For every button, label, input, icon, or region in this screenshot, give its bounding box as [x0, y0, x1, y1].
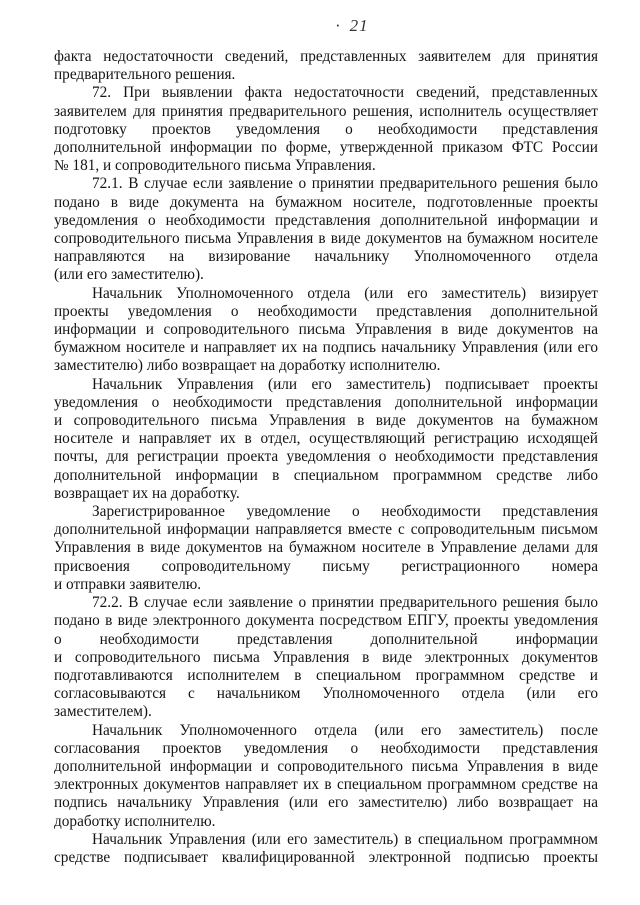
text-line: и сопроводительного письма Управления в виде документов на бумажном — [54, 412, 598, 430]
text-line: подготовку проектов уведомления о необходимости представления — [54, 120, 598, 138]
text-line: бумажном носителе и направляет их на подпись начальнику Управления (или его — [54, 339, 598, 357]
text-line: и сопроводительного письма Управления в виде электронных документов — [54, 648, 598, 666]
page-number — [335, 16, 369, 36]
paragraph — [54, 84, 598, 175]
text-line: сопроводительного письма Управления в виде документов на бумажном носителе — [54, 230, 598, 248]
text-line: дополнительной информации в специальном программном средстве либо — [54, 466, 598, 484]
text-line: подано в виде электронного документа посредством ЕПГУ, проекты уведомления — [54, 612, 598, 630]
text-line: предварительного решения. — [54, 66, 236, 84]
text-line: средстве подписывает квалифицированной электронной подписью проекты — [54, 848, 598, 866]
text-line: подано в виде документа на бумажном носителе, подготовленные проекты — [54, 193, 598, 211]
paragraph — [54, 722, 598, 831]
text-line: проекты уведомления о необходимости представления дополнительной — [54, 302, 598, 320]
paragraph — [54, 175, 598, 284]
text-line: заявителем для принятия предварительного решения, исполнитель осуществляет — [54, 102, 598, 120]
text-line: подпись начальнику Управления (или его заместителю) либо возвращает на — [54, 794, 598, 812]
text-line: заместителю) либо возвращает на доработку исполнителю. — [54, 357, 441, 375]
text-line: Начальник Уполномоченного отдела (или его заместитель) после — [92, 721, 598, 739]
page-number-dot: · — [335, 16, 342, 35]
text-line: Зарегистрированное уведомление о необходимости представления — [92, 503, 598, 521]
paragraph — [54, 594, 598, 721]
text-line: подготавливаются исполнителем в специальном программном средстве и — [54, 666, 598, 684]
text-line: Начальник Управления (или его заместитель) подписывает проекты — [92, 375, 598, 393]
text-line: носителе и направляет их в отдел, осуществляющий регистрацию исходящей — [54, 430, 598, 448]
paragraph — [54, 831, 598, 867]
text-line: Начальник Управления (или его заместитель) в специальном программном — [92, 830, 598, 848]
text-line: 72.1. В случае если заявление о принятии предварительного решения было — [92, 175, 598, 193]
text-line: дополнительной информации по форме, утвержденной приказом ФТС России — [54, 139, 598, 157]
text-line: Начальник Уполномоченного отдела (или его заместитель) визирует — [92, 284, 598, 302]
text-line: возвращает их на доработку. — [54, 484, 240, 502]
text-line: дополнительной информации и сопроводительного письма Управления в виде — [54, 757, 598, 775]
text-line: заместителем). — [54, 703, 152, 721]
text-line: № 181, и сопроводительного письма Управления. — [54, 157, 376, 175]
text-line: дополнительной информации направляется вместе с сопроводительным письмом — [54, 521, 598, 539]
text-line: присвоения сопроводительному письму регистрационного номера — [54, 557, 598, 575]
text-line: 72.2. В случае если заявление о принятии предварительного решения было — [92, 594, 598, 612]
page-number-value: 21 — [349, 16, 369, 35]
paragraph — [54, 48, 598, 84]
text-line: информации и сопроводительного письма Управления в виде документов на — [54, 321, 598, 339]
paragraph — [54, 376, 598, 503]
text-line: электронных документов направляет их в специальном программном средстве на — [54, 776, 598, 794]
document-body — [54, 48, 598, 867]
text-line: доработку исполнителю. — [54, 812, 216, 830]
text-line: согласовываются с начальником Уполномоченного отдела (или его — [54, 685, 598, 703]
paragraph — [54, 503, 598, 594]
text-line: почты, для регистрации проекта уведомления о необходимости представления — [54, 448, 598, 466]
text-line: 72. При выявлении факта недостаточности сведений, представленных — [92, 84, 598, 102]
text-line: уведомления о необходимости представления дополнительной информации и — [54, 211, 598, 229]
text-line: факта недостаточности сведений, представленных заявителем для принятия — [54, 48, 598, 65]
text-line: (или его заместителю). — [54, 266, 204, 284]
text-line: и отправки заявителю. — [54, 575, 202, 593]
paragraph — [54, 285, 598, 376]
text-line: о необходимости представления дополнительной информации — [54, 630, 598, 648]
text-line: Управления в виде документов на бумажном носителе в Управление делами для — [54, 539, 598, 557]
text-line: уведомления о необходимости представления дополнительной информации — [54, 393, 598, 411]
text-line: согласования проектов уведомления о необходимости представления — [54, 739, 598, 757]
text-line: направляются на визирование начальнику Уполномоченного отдела — [54, 248, 598, 266]
